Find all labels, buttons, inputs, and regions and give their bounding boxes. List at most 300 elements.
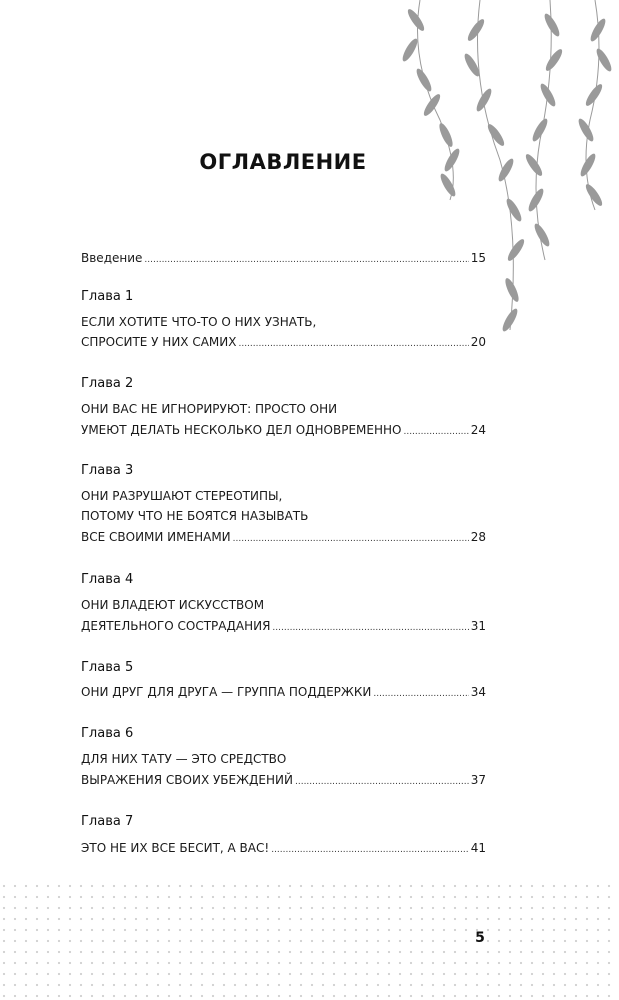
decor-dot	[113, 929, 115, 931]
decor-dot	[575, 962, 577, 964]
decor-dot	[58, 995, 60, 997]
toc-entry-chapter-2[interactable]	[81, 423, 486, 441]
decor-dot	[311, 951, 313, 953]
decor-dot	[454, 962, 456, 964]
toc-entry-chapter-5[interactable]	[81, 685, 486, 703]
decor-dot	[509, 995, 511, 997]
decor-dot	[223, 984, 225, 986]
decor-dot	[47, 918, 49, 920]
decor-dot	[421, 962, 423, 964]
decor-dot	[344, 984, 346, 986]
toc-entry-text: ЭТО НЕ ИХ ВСЕ БЕСИТ, А ВАС!	[81, 841, 270, 855]
decor-dot	[212, 896, 214, 898]
decor-dot	[168, 929, 170, 931]
decor-dot	[146, 984, 148, 986]
decor-dot	[113, 885, 115, 887]
decor-dot	[80, 951, 82, 953]
decor-dot	[102, 984, 104, 986]
decor-dot	[575, 995, 577, 997]
decor-dot	[542, 951, 544, 953]
decor-dot	[25, 940, 27, 942]
decor-dot	[36, 984, 38, 986]
leaf-shape	[405, 7, 426, 33]
decor-dot	[69, 951, 71, 953]
decor-dot	[80, 929, 82, 931]
decor-dot	[509, 929, 511, 931]
decor-dot	[366, 918, 368, 920]
decor-dot	[300, 951, 302, 953]
decor-dot	[25, 885, 27, 887]
decor-dot	[289, 940, 291, 942]
decor-dot	[223, 962, 225, 964]
decor-dot	[146, 973, 148, 975]
decor-dot	[597, 885, 599, 887]
dot-leader	[238, 339, 468, 349]
decor-dot	[3, 973, 5, 975]
decor-dot	[564, 929, 566, 931]
decor-dot	[256, 918, 258, 920]
decor-dot	[69, 896, 71, 898]
decor-dot	[377, 973, 379, 975]
decor-dot	[234, 929, 236, 931]
decor-dot	[190, 995, 192, 997]
decor-dot	[157, 984, 159, 986]
decor-dot	[245, 907, 247, 909]
decor-dot	[135, 940, 137, 942]
decor-dot	[135, 896, 137, 898]
decor-dot	[553, 962, 555, 964]
decor-dot	[454, 896, 456, 898]
decor-dot	[3, 929, 5, 931]
decor-dot	[69, 940, 71, 942]
decor-dot	[25, 984, 27, 986]
decor-dot	[520, 885, 522, 887]
decor-dot	[300, 984, 302, 986]
decor-dot	[322, 918, 324, 920]
decor-dot	[498, 896, 500, 898]
decor-dot	[47, 896, 49, 898]
decor-dot	[564, 885, 566, 887]
decor-dot	[311, 995, 313, 997]
decor-dot	[124, 918, 126, 920]
decor-dot	[333, 896, 335, 898]
decor-dot	[553, 951, 555, 953]
decor-dot	[520, 995, 522, 997]
decor-dot	[135, 995, 137, 997]
decor-dot	[190, 907, 192, 909]
decor-dot	[245, 929, 247, 931]
decor-dot	[157, 940, 159, 942]
decor-dot	[36, 995, 38, 997]
decor-dot	[289, 962, 291, 964]
leaf-shape	[542, 12, 562, 39]
decor-dot	[168, 962, 170, 964]
decor-dot	[102, 995, 104, 997]
decor-dot	[399, 995, 401, 997]
decor-dot	[553, 885, 555, 887]
decor-dot	[476, 907, 478, 909]
decor-dot	[575, 918, 577, 920]
leaf-shape	[414, 67, 434, 94]
decor-dot	[179, 984, 181, 986]
decor-dot	[432, 995, 434, 997]
decor-dot	[421, 907, 423, 909]
decor-dot	[454, 929, 456, 931]
decor-dot	[608, 929, 610, 931]
decor-dot	[443, 929, 445, 931]
decor-dot	[135, 962, 137, 964]
decor-dot	[542, 940, 544, 942]
decor-dot	[377, 885, 379, 887]
decor-dot	[190, 918, 192, 920]
decor-dot	[223, 951, 225, 953]
toc-entry-text: ОНИ ВАС НЕ ИГНОРИРУЮТ: ПРОСТО ОНИ	[81, 402, 338, 416]
decor-dot	[520, 918, 522, 920]
decor-dot	[399, 940, 401, 942]
decor-dot	[465, 995, 467, 997]
decor-dot	[47, 885, 49, 887]
toc-entry-chapter-3[interactable]	[81, 530, 486, 548]
decor-dot	[311, 962, 313, 964]
toc-entry-text: УМЕЮТ ДЕЛАТЬ НЕСКОЛЬКО ДЕЛ ОДНОВРЕМЕННО	[81, 423, 402, 437]
decor-dot	[476, 918, 478, 920]
decor-dot	[388, 907, 390, 909]
decor-dot	[498, 885, 500, 887]
decor-dot	[410, 929, 412, 931]
decor-dot	[509, 940, 511, 942]
decor-dot	[399, 918, 401, 920]
decor-dot	[124, 896, 126, 898]
decor-dot	[14, 885, 16, 887]
decor-dot	[25, 907, 27, 909]
decor-dot	[553, 918, 555, 920]
decor-dot	[608, 918, 610, 920]
decor-dot	[322, 973, 324, 975]
decor-dot	[102, 962, 104, 964]
decor-dot	[135, 918, 137, 920]
decor-dot	[36, 940, 38, 942]
toc-entry-chapter-1[interactable]	[81, 335, 486, 353]
decor-dot	[432, 885, 434, 887]
decor-dot	[322, 962, 324, 964]
decor-dot	[36, 962, 38, 964]
decor-dot	[333, 962, 335, 964]
decor-dot	[432, 940, 434, 942]
decor-dot	[157, 907, 159, 909]
leaf-shape	[438, 172, 458, 199]
decor-dot	[113, 984, 115, 986]
decor-dot	[586, 962, 588, 964]
decor-dot	[311, 984, 313, 986]
decor-dot	[333, 929, 335, 931]
decor-dot	[355, 907, 357, 909]
leaf-shape	[578, 152, 598, 179]
decor-dot	[586, 929, 588, 931]
leaf-shape	[505, 237, 526, 263]
decor-dot	[234, 940, 236, 942]
decor-dot	[575, 984, 577, 986]
decor-dot	[509, 896, 511, 898]
toc-entry-chapter-4[interactable]	[81, 619, 486, 637]
decor-dot	[344, 940, 346, 942]
decor-dot	[102, 885, 104, 887]
decor-dot	[3, 995, 5, 997]
decor-dot	[58, 940, 60, 942]
decor-dot	[234, 984, 236, 986]
decor-dot	[267, 984, 269, 986]
toc-entry-text: ДЕЯТЕЛЬНОГО СОСТРАДАНИЯ	[81, 619, 271, 633]
decor-dot	[124, 973, 126, 975]
decor-dot	[91, 929, 93, 931]
decor-dot	[465, 940, 467, 942]
decor-dot	[80, 885, 82, 887]
decor-dot	[520, 973, 522, 975]
toc-page-number: 31	[470, 619, 486, 633]
decor-dot	[91, 951, 93, 953]
decor-dot	[388, 951, 390, 953]
decor-dot	[245, 896, 247, 898]
decor-dot	[597, 907, 599, 909]
decor-dot	[487, 896, 489, 898]
decor-dot	[443, 962, 445, 964]
decor-dot	[47, 984, 49, 986]
decor-dot	[333, 940, 335, 942]
decor-dot	[190, 940, 192, 942]
decor-dot	[333, 885, 335, 887]
decor-dot	[36, 918, 38, 920]
decor-dot	[311, 929, 313, 931]
decor-dot	[399, 962, 401, 964]
decor-dot	[344, 995, 346, 997]
decor-dot	[113, 962, 115, 964]
decor-dot	[245, 940, 247, 942]
decor-dot	[267, 951, 269, 953]
decor-dot	[465, 885, 467, 887]
decor-dot	[69, 984, 71, 986]
decor-dot	[223, 940, 225, 942]
decor-dot	[190, 929, 192, 931]
decor-dot	[256, 995, 258, 997]
decor-dot	[531, 907, 533, 909]
decor-dot	[3, 962, 5, 964]
decor-dot	[476, 962, 478, 964]
decor-dot	[168, 940, 170, 942]
decor-dot	[498, 918, 500, 920]
leaf-shape	[485, 122, 506, 148]
decor-dot	[36, 896, 38, 898]
decor-dot	[366, 995, 368, 997]
decor-dot	[377, 918, 379, 920]
decor-dot	[212, 984, 214, 986]
decor-dot	[311, 973, 313, 975]
decor-dot	[190, 973, 192, 975]
decor-dot	[256, 896, 258, 898]
decor-dot	[597, 940, 599, 942]
decor-dot	[69, 907, 71, 909]
decor-dot	[443, 896, 445, 898]
decor-dot	[146, 929, 148, 931]
decor-dot	[597, 962, 599, 964]
decor-dot	[542, 995, 544, 997]
decor-dot	[564, 907, 566, 909]
decor-dot	[80, 995, 82, 997]
decor-dot	[487, 984, 489, 986]
decor-dot	[146, 885, 148, 887]
decor-dot	[179, 918, 181, 920]
decor-dot	[267, 929, 269, 931]
decor-dot	[443, 951, 445, 953]
decor-dot	[531, 995, 533, 997]
toc-page-number: 41	[470, 841, 486, 855]
decor-dot	[135, 951, 137, 953]
leaf-shape	[543, 47, 564, 73]
decor-dot	[553, 907, 555, 909]
decor-dot	[410, 951, 412, 953]
decor-dot	[201, 951, 203, 953]
decor-dot	[267, 896, 269, 898]
decor-dot	[190, 984, 192, 986]
decor-dot	[289, 951, 291, 953]
dot-leader	[295, 777, 469, 787]
decor-dot	[58, 885, 60, 887]
decor-dot	[80, 984, 82, 986]
decor-dot	[344, 962, 346, 964]
toc-entry-chapter-6[interactable]	[81, 773, 486, 791]
decor-dot	[575, 885, 577, 887]
decor-dot	[355, 896, 357, 898]
decor-dot	[36, 973, 38, 975]
decor-dot	[608, 973, 610, 975]
decor-dot	[608, 896, 610, 898]
decor-dot	[443, 907, 445, 909]
decor-dot	[113, 940, 115, 942]
decor-dot	[377, 907, 379, 909]
decor-dot	[388, 995, 390, 997]
decor-dot	[113, 896, 115, 898]
decor-dot	[146, 907, 148, 909]
decor-dot	[300, 896, 302, 898]
decor-dot	[80, 973, 82, 975]
decor-dot	[333, 973, 335, 975]
decor-dot	[300, 940, 302, 942]
decor-dot	[344, 885, 346, 887]
decor-dot	[311, 940, 313, 942]
leaf-shape	[538, 82, 558, 109]
decor-dot	[300, 929, 302, 931]
decor-dot	[168, 951, 170, 953]
decor-dot	[289, 896, 291, 898]
dot-leader	[403, 427, 468, 437]
decor-dot	[245, 995, 247, 997]
chapter-heading: Глава 6	[81, 726, 134, 741]
decor-dot	[542, 885, 544, 887]
decor-dot	[190, 885, 192, 887]
decor-dot	[3, 951, 5, 953]
toc-entry-text: ОНИ ВЛАДЕЮТ ИСКУССТВОМ	[81, 598, 265, 612]
decor-dot	[311, 896, 313, 898]
decor-dot	[487, 885, 489, 887]
decor-dot	[608, 962, 610, 964]
decor-dot	[531, 962, 533, 964]
decor-dot	[179, 885, 181, 887]
decor-dot	[278, 973, 280, 975]
decor-dot	[322, 885, 324, 887]
decor-dot	[531, 918, 533, 920]
dot-leader	[144, 255, 468, 265]
decor-dot	[377, 984, 379, 986]
decor-dot	[531, 984, 533, 986]
decor-dot	[113, 995, 115, 997]
decor-dot	[498, 962, 500, 964]
decor-dot	[421, 984, 423, 986]
decor-dot	[322, 995, 324, 997]
decor-dot	[575, 907, 577, 909]
decor-dot	[388, 896, 390, 898]
decor-dot	[355, 984, 357, 986]
toc-entry-intro[interactable]	[81, 251, 486, 269]
decor-dot	[113, 951, 115, 953]
decor-dot	[421, 929, 423, 931]
leaf-shape	[400, 37, 420, 64]
decor-dot	[465, 918, 467, 920]
decor-dot	[3, 885, 5, 887]
decor-dot	[69, 973, 71, 975]
decor-dot	[267, 940, 269, 942]
decor-dot	[410, 896, 412, 898]
decor-dot	[234, 907, 236, 909]
decor-dot	[289, 929, 291, 931]
toc-entry-text: ВСЕ СВОИМИ ИМЕНАМИ	[81, 530, 231, 544]
decor-dot	[311, 885, 313, 887]
decor-dot	[25, 973, 27, 975]
decor-dot	[432, 962, 434, 964]
decor-dot	[58, 973, 60, 975]
decor-dot	[135, 907, 137, 909]
decor-dot	[124, 995, 126, 997]
decor-dot	[102, 951, 104, 953]
decor-dot	[25, 951, 27, 953]
decor-dot	[443, 885, 445, 887]
decor-dot	[146, 940, 148, 942]
toc-entry-text: ОНИ ДРУГ ДЛЯ ДРУГА — ГРУППА ПОДДЕРЖКИ	[81, 685, 372, 699]
decor-dot	[80, 962, 82, 964]
decor-dot	[443, 995, 445, 997]
decor-dot	[234, 995, 236, 997]
decor-dot	[278, 940, 280, 942]
decor-dot	[355, 918, 357, 920]
decor-dot	[432, 984, 434, 986]
decor-dot	[256, 907, 258, 909]
decor-dot	[245, 951, 247, 953]
decor-dot	[289, 995, 291, 997]
decor-dot	[58, 918, 60, 920]
toc-entry-chapter-7[interactable]	[81, 841, 486, 859]
decor-dot	[201, 896, 203, 898]
decor-dot	[333, 995, 335, 997]
decor-dot	[25, 896, 27, 898]
decor-dot	[597, 951, 599, 953]
leaf-shape	[421, 92, 442, 118]
decor-dot	[135, 973, 137, 975]
decor-dot	[201, 907, 203, 909]
decor-dot	[102, 907, 104, 909]
decor-dot	[355, 885, 357, 887]
decor-dot	[344, 951, 346, 953]
decor-dot	[124, 929, 126, 931]
decor-dot	[190, 951, 192, 953]
decor-dot	[289, 907, 291, 909]
decor-dot	[267, 907, 269, 909]
